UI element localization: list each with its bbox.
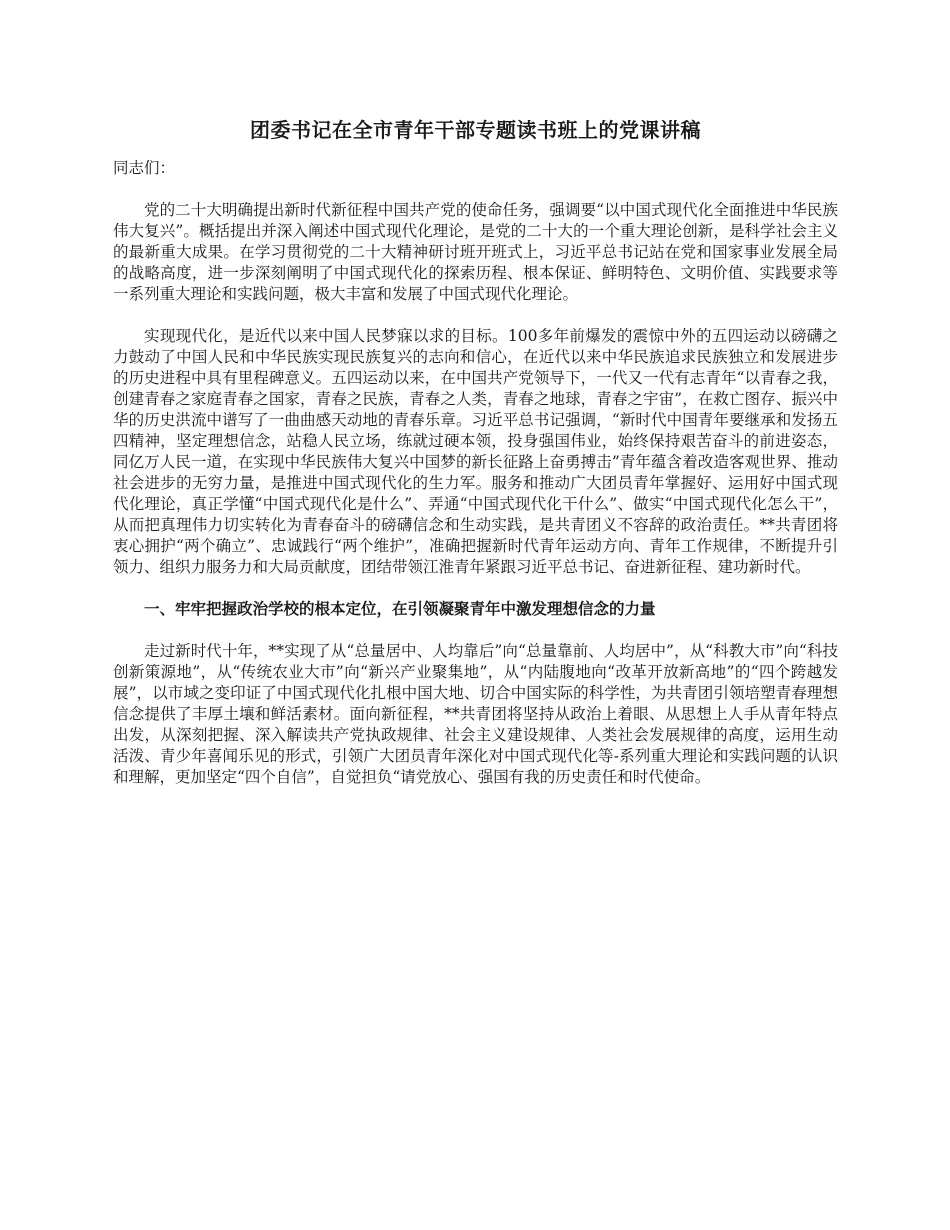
- salutation: 同志们：: [113, 159, 176, 177]
- paragraph-intro: 党的二十大明确提出新时代新征程中国共产党的使命任务，强调要“以中国式现代化全面推进中华民族伟大复兴”。概括提出并深入阐述中国式现代化理论，是党的二十大的一个重大理论创新，是科学社会主义的最新重大成果。在学习贯彻党的二十大精神研讨班开班式上，习近平总书记站在党和国家事业发展全局的战略高度，进一步深刻阐明了中国式现代化的探索历程、根本保证、鲜明特色、文明价值、实践要求等一系列重大理论和实践问题，极大丰富和发展了中国式现代化理论。: [113, 201, 838, 303]
- section-heading-1: 一、牢牢把握政治学校的根本定位，在引领凝聚青年中激发理想信念的力量: [144, 600, 656, 618]
- document-body: [113, 108, 838, 809]
- document-title: 团委书记在全市青年干部专题读书班上的党课讲稿: [250, 118, 701, 142]
- paragraph-section-1: 走过新时代十年，**实现了从“总量居中、人均靠后”向“总量靠前、人均居中”，从“科教大市”向“科技创新策源地”，从“传统农业大市”向“新兴产业聚集地”，从“内陆腹地向“改革开放新高地”的“四个跨越发展”，以市域之变印证了中国式现代化扎根中国大地、切合中国实际的科学性，为共青团引领培塑青春理想信念提供了丰厚土壤和鲜活素材。面向新征程，**共青团将坚持从政治上着眼、从思想上人手从青年特点出发，从深刻把握、深入解读共产党执政规律、社会主义建设规律、人类社会发展规律的高度，运用生动活泼、青少年喜闻乐见的形式，引领广大团员青年深化对中国式现代化等-系列重大理论和实践问题的认识和理解，更加坚定“四个自信”，自觉担负“请党放心、强国有我的历史责任和时代使命。: [113, 642, 838, 786]
- paragraph-modernization: 实现现代化，是近代以来中国人民梦寐以求的目标。100多年前爆发的震惊中外的五四运动以磅礴之力鼓动了中国人民和中华民族实现民族复兴的志向和信心，在近代以来中华民族追求民族独立和发展进步的历史进程中具有里程碑意义。五四运动以来，在中国共产党领导下，一代又一代有志青年“以青春之我，创建青春之家庭青春之国家，青春之民族，青春之人类，青春之地球，青春之宇宙”，在救亡图存、振兴中华的历史洪流中谱写了一曲曲感天动地的青春乐章。习近平总书记强调，“新时代中国青年要继承和发扬五四精神，坚定理想信念，站稳人民立场，练就过硬本领，投身强国伟业，始终保持艰苦奋斗的前进姿态，同亿万人民一道，在实现中华民族伟大复兴中国梦的新长征路上奋勇搏击”青年蕴含着改造客观世界、推动社会进步的无穷力量，是推进中国式现代化的生力军。服务和推动广大团员青年掌握好、运用好中国式现代化理论，真正学懂“中国式现代化是什么”、弄通“中国式现代化干什么”、做实“中国式现代化怎么干”，从而把真理伟力切实转化为青春奋斗的磅礴信念和生动实践，是共青团义不容辞的政治责任。**共青团将衷心拥护“两个确立”、忠诚践行“两个维护”，准确把握新时代青年运动方向、青年工作规律，不断提升引领力、组织力服务力和大局贡献度，团结带领江淮青年紧跟习近平总书记、奋进新征程、建功新时代。: [113, 327, 838, 576]
